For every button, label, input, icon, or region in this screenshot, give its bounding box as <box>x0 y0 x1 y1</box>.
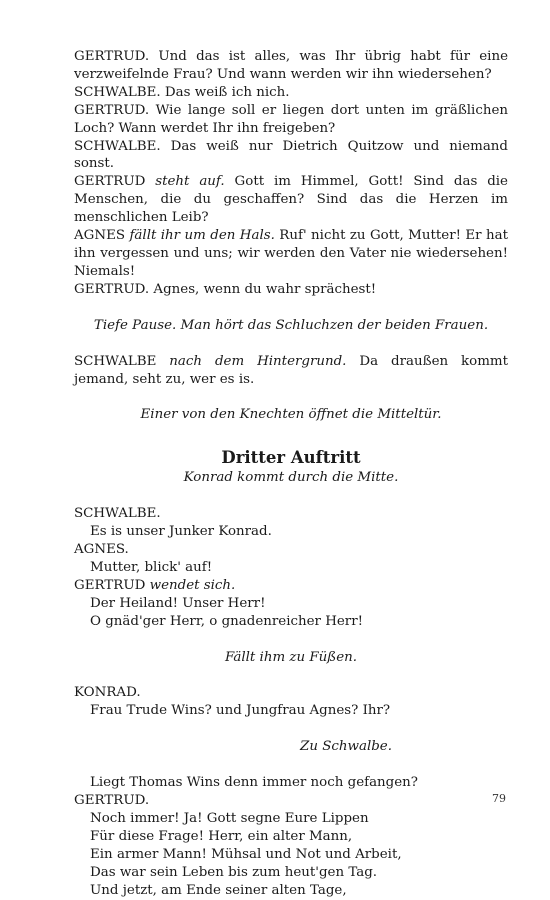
dialogue-line <box>74 48 508 84</box>
dialogue-line <box>74 353 508 389</box>
dialogue-line <box>74 227 508 281</box>
spacer <box>74 720 508 738</box>
verse-line: Das war sein Leben bis zum heut'gen Tag. <box>90 864 378 880</box>
speaker-name: SCHWALBE. <box>74 506 161 522</box>
verse-line: Frau Trude Wins? und Jungfrau Agnes? Ihr? <box>90 703 391 719</box>
speaker-name: AGNES <box>74 228 126 244</box>
speaker-name: SCHWALBE. <box>74 138 161 154</box>
stage-direction-inline: wendet sich. <box>145 577 236 593</box>
verse-line: Für diese Frage! Herr, ein alter Mann, <box>90 828 353 844</box>
dialogue-text: Und das ist alles, was Ihr übrig habt für eine verzweifelnde Frau? Und wann werden wir ihn wiedersehen? <box>74 49 508 82</box>
dialogue-line <box>74 173 508 227</box>
spacer <box>74 666 508 684</box>
stage-direction: Fällt ihm zu Füßen. <box>224 649 358 665</box>
dialogue-text: Wie lange soll er liegen dort unten im gräßlichen Loch? Wann werdet Ihr ihn freigeben? <box>74 102 508 136</box>
spacer <box>74 299 508 317</box>
page-body <box>74 48 508 900</box>
stage-direction: Zu Schwalbe. <box>300 739 392 755</box>
dialogue-line <box>74 281 508 299</box>
dialogue-text: Das weiß nur Dietrich Quitzow und niemand sonst. <box>74 138 508 172</box>
verse-line: O gnäd'ger Herr, o gnadenreicher Herr! <box>90 613 363 629</box>
spacer <box>74 756 508 774</box>
dialogue-text: Gott im Himmel, Gott! Sind das die Menschen, die du geschaffen? Sind das die Herzen im menschlichen Leib? <box>74 174 508 226</box>
dialogue-text: Agnes, wenn du wahr sprächest! <box>149 281 377 297</box>
verse-line: Noch immer! Ja! Gott segne Eure Lippen <box>90 811 369 826</box>
speaker-name: AGNES. <box>74 542 129 558</box>
stage-direction: Tiefe Pause. Man hört das Schluchzen der beiden Frauen. <box>93 317 489 333</box>
speaker-name: SCHWALBE. <box>74 84 161 100</box>
speaker-line <box>74 577 508 595</box>
dialogue-line <box>74 102 508 138</box>
spacer <box>74 487 508 505</box>
speaker-name: GERTRUD. <box>74 49 150 64</box>
verse-line: Es is unser Junker Konrad. <box>90 524 272 540</box>
spacer <box>74 631 508 649</box>
dialogue-text: Ruf' nicht zu Gott, Mutter! Er hat ihn vergessen und uns; wir werden den Vater nie wiedersehen! Niemals! <box>74 228 508 279</box>
spacer <box>74 335 508 353</box>
stage-direction: Einer von den Knechten öffnet die Mitteltür. <box>140 407 442 423</box>
stage-direction-inline: steht auf. <box>145 174 225 190</box>
dialogue-line <box>74 138 508 174</box>
speaker-name: GERTRUD. <box>74 793 150 809</box>
stage-direction-inline: nach dem Hintergrund. <box>156 353 347 369</box>
page-number: 79 <box>492 792 506 805</box>
verse-line: Ein armer Mann! Mühsal und Not und Arbeit, <box>90 846 402 862</box>
verse-line: Der Heiland! Unser Herr! <box>90 595 266 611</box>
speaker-name: GERTRUD. <box>74 102 150 118</box>
speaker-name: SCHWALBE <box>74 353 157 369</box>
verse-line: Mutter, blick' auf! <box>90 559 213 575</box>
scene-subheading: Konrad kommt durch die Mitte. <box>183 470 399 486</box>
dialogue-text: Da draußen kommt jemand, seht zu, wer es is. <box>74 353 508 387</box>
speaker-name: GERTRUD <box>74 577 146 593</box>
speaker-name: KONRAD. <box>74 685 141 701</box>
stage-direction-inline: fällt ihr um den Hals. <box>125 228 275 244</box>
spacer <box>74 424 508 447</box>
verse-line: Und jetzt, am Ende seiner alten Tage, <box>90 882 347 898</box>
spacer <box>74 388 508 406</box>
dialogue-line <box>74 84 508 102</box>
speaker-name: GERTRUD. <box>74 281 150 297</box>
dialogue-text: Das weiß ich nich. <box>160 84 290 100</box>
verse-line: Liegt Thomas Wins denn immer noch gefangen? <box>90 775 418 791</box>
scene-heading: Dritter Auftritt <box>221 448 361 468</box>
speaker-name: GERTRUD <box>74 174 146 190</box>
